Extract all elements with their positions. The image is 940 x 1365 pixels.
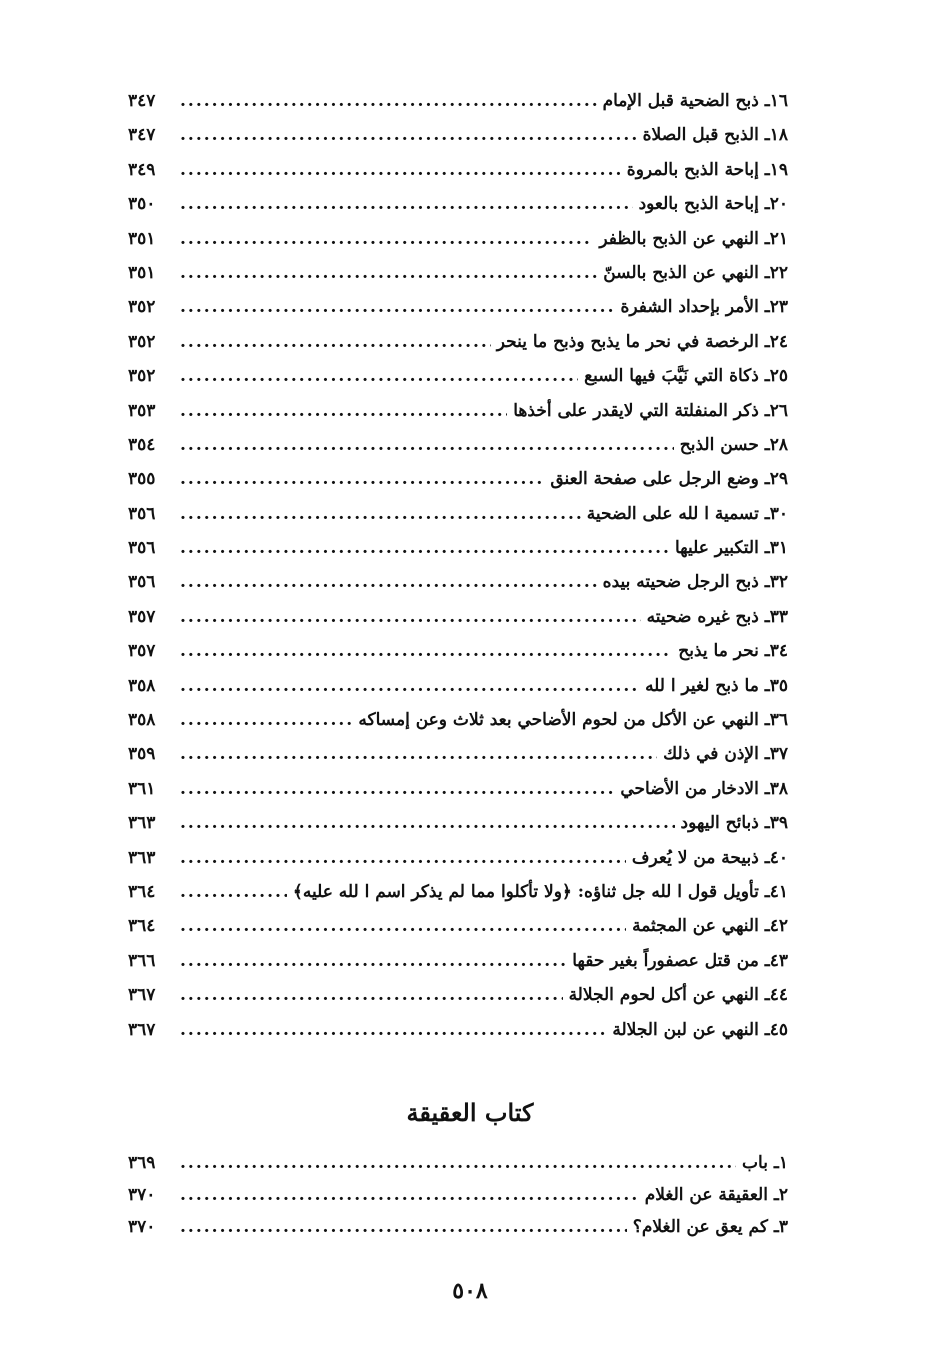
toc-entry-page: ٣٥٨ [128,675,156,696]
toc-entry-page: ٣٦٤ [128,916,156,937]
toc-row [128,256,788,290]
toc-entry-title: ٣ـ كم يعق عن الغلام؟ [632,1217,788,1237]
toc-entry-title: ٢٩ـ وضع الرجل على صفحة العنق [550,469,788,490]
toc-entry-title: ٤٢ـ النهي عن المجثمة [632,916,788,937]
toc-entry-title: ٣٣ـ ذبح غيره ضحيته [646,606,788,627]
toc-entry-title: ١٨ـ الذبح قبل الصلاة [642,125,788,146]
toc-row [128,222,788,256]
toc-row [128,909,788,943]
leader-dots [180,669,639,703]
toc-entry-title: ٢٦ـ ذكر المنفلتة التي لايقدر على أخذها [513,400,788,421]
toc-entry-page: ٣٥٨ [128,710,156,731]
toc-entry-title: ١ـ باب [742,1153,788,1173]
toc-entry-page: ٣٥٦ [128,538,156,559]
page-number: ٥٠٨ [452,1278,488,1304]
leader-dots [180,978,563,1012]
leader-dots [180,428,674,462]
toc-row [128,1013,788,1047]
leader-dots [180,394,507,428]
toc-entry-title: ٢٨ـ حسن الذبح [679,434,788,455]
section-heading: كتاب العقيقة [406,1098,534,1127]
toc-entry-title: ٢٢ـ النهي عن الذبح بالسنّ [603,262,788,283]
toc-entry-title: ٢٠ـ إباحة الذبح بالعود [638,194,788,215]
toc-entry-page: ٣٥٢ [128,297,156,318]
toc-entry-page: ٣٥١ [128,228,156,249]
toc-row [128,84,788,118]
toc-row [128,531,788,565]
leader-dots [180,531,669,565]
leader-dots [180,772,614,806]
toc-row [128,394,788,428]
toc-entry-page: ٣٥١ [128,262,156,283]
leader-dots [180,944,566,978]
toc-row [128,703,788,737]
toc-entry-title: ٤٠ـ ذبيحة من لا يُعرف [631,847,788,868]
toc-entry-page: ٣٧٠ [128,1217,156,1237]
leader-dots [180,806,675,840]
leader-dots [180,1147,736,1179]
toc-row [128,978,788,1012]
toc-entry-page: ٣٤٧ [128,91,156,111]
toc-list [128,84,788,1047]
toc-entry-title: ٣٨ـ الادخار من الأضاحي [620,778,788,799]
toc-entry-title: ٣٢ـ ذبح الرجل ضحيته بيده [602,572,788,593]
toc-row [128,944,788,978]
toc-row [128,737,788,771]
toc-entry-title: ٤١ـ تأويل قول ا لله جل ثناؤه: ﴿ولا تأكلوا مما لم يذكر اسم ا لله عليه﴾ [292,881,788,902]
toc-entry-page: ٣٥٧ [128,606,156,627]
toc-row [128,187,788,221]
leader-dots [180,84,597,118]
toc-entry-page: ٣٥٢ [128,366,156,387]
toc-entry-page: ٣٥٢ [128,331,156,352]
leader-dots [180,565,597,599]
section-toc-list [128,1147,788,1243]
leader-dots [180,1179,639,1211]
toc-entry-title: ٣١ـ التكبير عليها [674,538,788,559]
toc-entry-page: ٣٧٠ [128,1185,156,1205]
toc-entry-page: ٣٥٠ [128,194,156,215]
leader-dots [180,118,637,152]
toc-entry-title: ٤٣ـ من قتل عصفوراً بغير حقها [572,950,788,971]
toc-row [128,1179,788,1211]
toc-row [128,325,788,359]
leader-dots [180,737,657,771]
toc-entry-page: ٣٥٥ [128,469,156,490]
leader-dots [180,703,352,737]
leader-dots [180,909,626,943]
toc-entry-page: ٣٤٩ [128,159,156,180]
leader-dots [180,325,491,359]
toc-entry-page: ٣٥٤ [128,434,156,455]
leader-dots [180,462,544,496]
toc-row [128,600,788,634]
toc-entry-page: ٣٥٣ [128,400,156,421]
leader-dots [180,1211,627,1243]
leader-dots [180,256,597,290]
toc-entry-page: ٣٥٩ [128,744,156,765]
toc-entry-title: ٣٥ـ ما ذبح لغير ا لله [645,675,788,696]
toc-entry-title: ٢١ـ النهي عن الذبح بالظفر [599,228,788,249]
toc-row [128,1147,788,1179]
leader-dots [180,290,615,324]
toc-entry-page: ٣٦٧ [128,1019,156,1040]
toc-entry-page: ٣٥٧ [128,641,156,662]
toc-entry-page: ٣٦٣ [128,813,156,834]
toc-row [128,1211,788,1243]
toc-row [128,806,788,840]
toc-entry-title: ٢٤ـ الرخصة في نحر ما يذبح وذبح ما ينحر [496,331,788,352]
leader-dots [180,1013,606,1047]
toc-entry-page: ٣٦٦ [128,950,156,971]
leader-dots [180,153,621,187]
toc-entry-page: ٣٥٦ [128,572,156,593]
toc-row [128,290,788,324]
toc-row [128,634,788,668]
toc-entry-title: ٣٩ـ ذبائح اليهود [680,813,788,834]
leader-dots [180,634,672,668]
toc-row [128,497,788,531]
toc-row [128,118,788,152]
toc-row [128,428,788,462]
leader-dots [180,359,578,393]
leader-dots [180,222,593,256]
leader-dots [180,600,641,634]
leader-dots [180,875,287,909]
toc-entry-title: ٣٤ـ نحر ما يذبح [678,641,788,662]
toc-entry-title: ٣٧ـ الإذن في ذلك [663,744,788,765]
toc-entry-page: ٣٤٧ [128,125,156,146]
toc-entry-title: ١٦ـ ذبح الضحية قبل الإمام [602,91,788,111]
toc-row [128,462,788,496]
toc-entry-page: ٣٦٩ [128,1153,156,1173]
leader-dots [180,497,581,531]
toc-entry-title: ١٩ـ إباحة الذبح بالمروة [626,159,788,180]
toc-entry-title: ٣٠ـ تسمية ا لله على الضحية [586,503,788,524]
toc-row [128,565,788,599]
toc-entry-page: ٣٦٣ [128,847,156,868]
toc-entry-page: ٣٦٤ [128,881,156,902]
toc-entry-page: ٣٥٦ [128,503,156,524]
toc-entry-title: ٤٥ـ النهي عن لبن الجلالة [612,1019,788,1040]
toc-entry-title: ٢ـ العقيقة عن الغلام [644,1185,788,1205]
toc-row [128,669,788,703]
leader-dots [180,841,626,875]
toc-row [128,359,788,393]
toc-entry-title: ٣٦ـ النهي عن الأكل من لحوم الأضاحي بعد ثلاث وعن إمساكه [358,710,788,731]
toc-entry-title: ٤٤ـ النهي عن أكل لحوم الجلالة [568,985,788,1006]
toc-entry-page: ٣٦١ [128,778,156,799]
leader-dots [180,187,633,221]
toc-row [128,841,788,875]
toc-row [128,875,788,909]
toc-row [128,153,788,187]
toc-entry-page: ٣٦٧ [128,985,156,1006]
toc-entry-title: ٢٥ـ ذكاة التي نَيَّبَ فيها السبع [584,366,788,387]
toc-entry-title: ٢٣ـ الأمر بإحداد الشفرة [620,297,788,318]
toc-row [128,772,788,806]
